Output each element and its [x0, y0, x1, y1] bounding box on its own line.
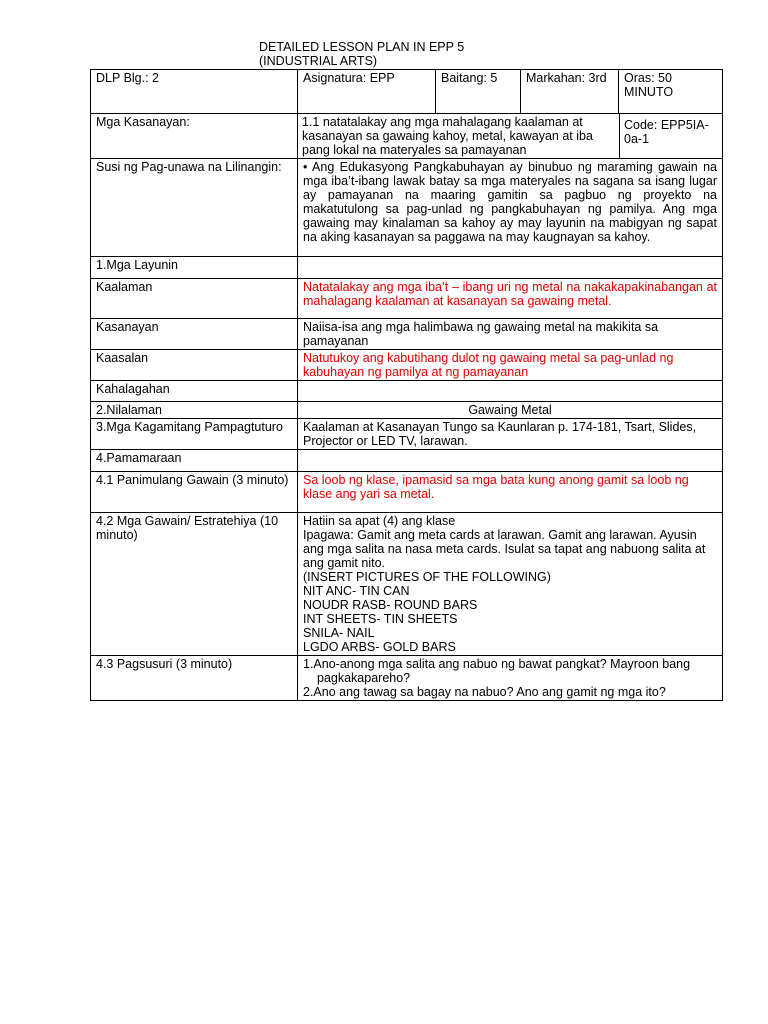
kagamitan-row [91, 419, 723, 450]
dlp-number-cell: DLP Blg.: 2 [91, 70, 298, 114]
oras-cell: Oras: 50 MINUTO [619, 70, 723, 114]
top-row [91, 70, 723, 114]
kahalagahan-label: Kahalagahan [91, 381, 298, 402]
code-cell: Code: EPP5IA-0a-1 [619, 114, 722, 158]
panimula-row [91, 472, 723, 513]
layunin-row [91, 257, 723, 279]
pamamaraan-label: 4.Pamamaraan [91, 450, 298, 472]
layunin-label: 1.Mga Layunin [91, 257, 298, 279]
kaalaman-row [91, 279, 723, 319]
document-title [259, 40, 464, 68]
kasanayan-row [91, 114, 723, 159]
gawain-line: LGDO ARBS- GOLD BARS [303, 640, 456, 654]
gawain-line: NOUDR RASB- ROUND BARS [303, 598, 478, 612]
kahalagahan-row [91, 381, 723, 402]
gawain-content [298, 513, 723, 656]
nilalaman-text: Gawaing Metal [298, 402, 723, 419]
kasanayan2-label: Kasanayan [91, 319, 298, 350]
kasanayan-label: Mga Kasanayan: [91, 114, 298, 159]
pamamaraan-empty [298, 450, 723, 472]
baitang-cell: Baitang: 5 [436, 70, 521, 114]
kahalagahan-text [298, 381, 723, 402]
kagamitan-text: Kaalaman at Kasanayan Tungo sa Kaunlaran p. 174-181, Tsart, Slides, Projector or LED TV, larawan. [298, 419, 723, 450]
title-line-2: (INDUSTRIAL ARTS) [259, 54, 378, 68]
nilalaman-row [91, 402, 723, 419]
susi-text: • Ang Edukasyong Pangkabuhayan ay binubuo ng maraming gawain na mga iba’t-ibang lawak batay sa mga materyales na sagana sa isang lugar ay pamayanan na maaring gamitin sa pagbuo ng proyekto na makatutulong sa pag-unlad ng pangkabuhayan ng pamilya. Ang mga gawaing may kinalaman sa kahoy ay may layunin na mabigyan ng sapat na aking kasanayan sa paggawa na may kaugnayan sa kahoy. [298, 159, 723, 257]
kasanayan2-row [91, 319, 723, 350]
asignatura-cell: Asignatura: EPP [298, 70, 436, 114]
gawain-row [91, 513, 723, 656]
kaalaman-label: Kaalaman [91, 279, 298, 319]
kasanayan-content-cell [298, 114, 723, 159]
gawain-line: Hatiin sa apat (4) ang klase [303, 514, 456, 528]
pagsusuri-question: 2.Ano ang tawag sa bagay na nabuo? Ano ang gamit ng mga ito? [303, 685, 666, 699]
kaasalan-label: Kaasalan [91, 350, 298, 381]
markahan-cell: Markahan: 3rd [521, 70, 619, 114]
gawain-line: (INSERT PICTURES OF THE FOLLOWING) [303, 570, 551, 584]
pagsusuri-question: 1.Ano-anong mga salita ang nabuo ng bawat pangkat? Mayroon bang pagkakapareho? [303, 657, 691, 685]
gawain-line: Ipagawa: Gamit ang meta cards at larawan. Gamit ang larawan. Ayusin ang mga salita na nasa meta cards. Isulat sa tapat ang nabuong salita at ang gamit nito. [303, 528, 706, 570]
kasanayan-text: 1.1 natatalakay ang mga mahalagang kaalaman at kasanayan sa gawaing kahoy, metal, kawayan at iba pang lokal na materyales sa pamayanan [302, 115, 593, 157]
pagsusuri-row [91, 656, 723, 701]
gawain-line: NIT ANC- TIN CAN [303, 584, 410, 598]
kaalaman-text: Natatalakay ang mga iba’t – ibang uri ng metal na nakakapakinabangan at mahalagang kaalaman at kasanayan sa gawaing metal. [298, 279, 723, 319]
panimula-label: 4.1 Panimulang Gawain (3 minuto) [91, 472, 298, 513]
gawain-line: INT SHEETS- TIN SHEETS [303, 612, 458, 626]
pagsusuri-label: 4.3 Pagsusuri (3 minuto) [91, 656, 298, 701]
gawain-line: SNILA- NAIL [303, 626, 375, 640]
susi-row [91, 159, 723, 257]
kaasalan-row [91, 350, 723, 381]
lesson-plan-table [90, 69, 723, 701]
kagamitan-label: 3.Mga Kagamitang Pampagtuturo [91, 419, 298, 450]
susi-label: Susi ng Pag-unawa na Lilinangin: [91, 159, 298, 257]
title-line-1: DETAILED LESSON PLAN IN EPP 5 [259, 40, 465, 54]
gawain-label: 4.2 Mga Gawain/ Estratehiya (10 minuto) [91, 513, 298, 656]
panimula-text: Sa loob ng klase, ipamasid sa mga bata kung anong gamit sa loob ng klase ang yari sa metal. [298, 472, 723, 513]
nilalaman-label: 2.Nilalaman [91, 402, 298, 419]
pagsusuri-content [298, 656, 723, 701]
kasanayan2-text: Naiisa-isa ang mga halimbawa ng gawaing metal na makikita sa pamayanan [298, 319, 723, 350]
layunin-empty [298, 257, 723, 279]
kaasalan-text: Natutukoy ang kabutihang dulot ng gawaing metal sa pag-unlad ng kabuhayan ng pamilya at ng pamayanan [298, 350, 723, 381]
pamamaraan-row [91, 450, 723, 472]
